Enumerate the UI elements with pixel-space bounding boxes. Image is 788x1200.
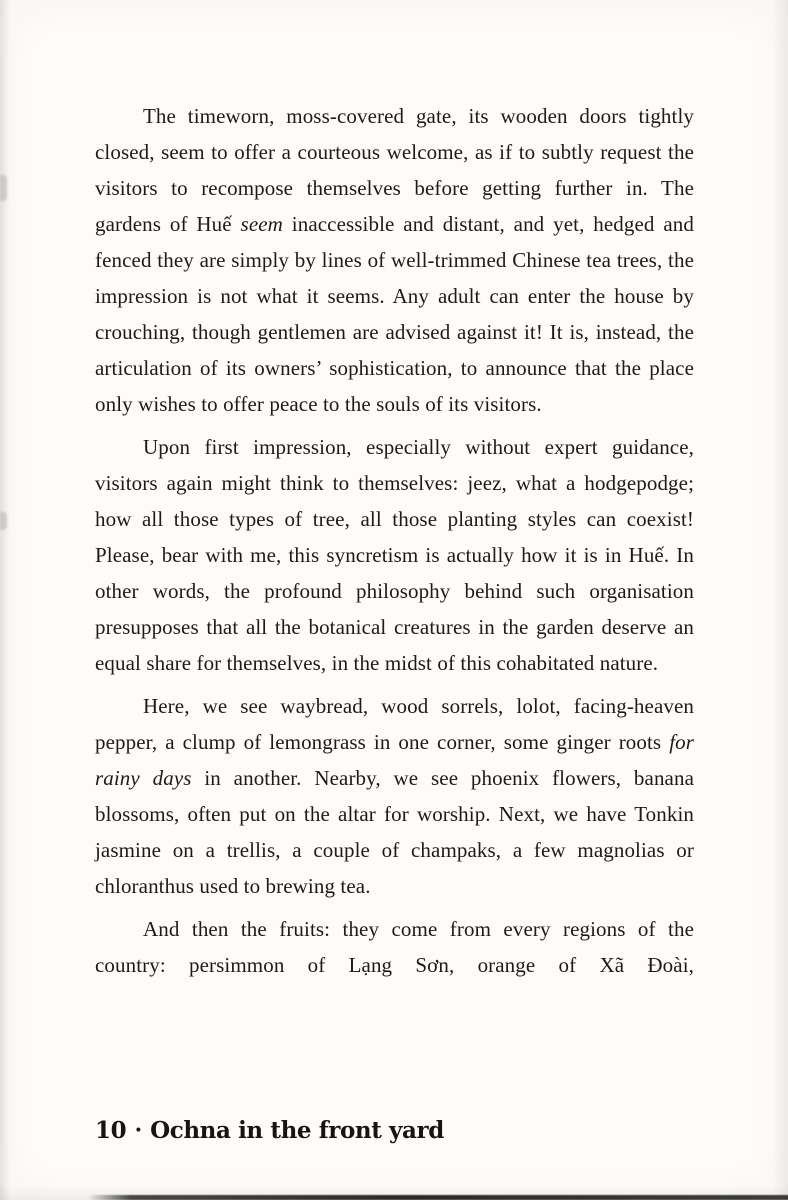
paragraph — [95, 98, 694, 422]
page-number: 10 — [95, 1117, 127, 1144]
text-run: And then the fruits: they come from every regions of the country: persimmon of Lạng Sơn, orange of Xã Đoài, — [95, 917, 694, 977]
italic-text-run: seem — [240, 212, 283, 236]
paragraph — [95, 429, 694, 681]
page-text — [95, 98, 694, 983]
scan-artifact-left-smudge — [0, 512, 7, 530]
text-run: Here, we see waybread, wood sorrels, lolot, facing-heaven pepper, a clump of lemongrass in one corner, some ginger roots — [95, 694, 694, 754]
scan-artifact-bottom-edge — [88, 1195, 788, 1200]
page-footer — [95, 1117, 444, 1144]
paragraph — [95, 688, 694, 904]
text-run: in another. Nearby, we see phoenix flowers, banana blossoms, often put on the altar for worship. Next, we have Tonkin jasmine on a trellis, a couple of champaks, a few magnolias or chloranthus used to brewing tea. — [95, 766, 694, 898]
italic-text-run: for rainy days — [95, 730, 694, 790]
text-run: Upon first impression, especially without expert guidance, visitors again might think to themselves: jeez, what a hodgepodge; how all those types of tree, all those planting styles can coexist! Please, bear with me, this syncretism is actually how it is in Huế. In other words, the profound philosophy behind such organisation presupposes that all the botanical creatures in the garden deserve an equal share for themselves, in the midst of this cohabitated nature. — [95, 435, 694, 675]
paragraph — [95, 911, 694, 983]
footer-separator: • — [134, 1123, 143, 1139]
scan-artifact-left-smudge — [0, 175, 7, 201]
text-run: inaccessible and distant, and yet, hedged and fenced they are simply by lines of well-trimmed Chinese tea trees, the impression is not what it seems. Any adult can enter the house by crouching, though gentlemen are advised against it! It is, instead, the articulation of its owners’ sophistication, to announce that the place only wishes to offer peace to the souls of its visitors. — [95, 212, 694, 416]
chapter-title: Ochna in the front yard — [150, 1117, 444, 1144]
text-run: The timeworn, moss-covered gate, its wooden doors tightly closed, seem to offer a courteous welcome, as if to subtly request the visitors to recompose themselves before getting further in. The gardens of Huế — [95, 104, 694, 236]
